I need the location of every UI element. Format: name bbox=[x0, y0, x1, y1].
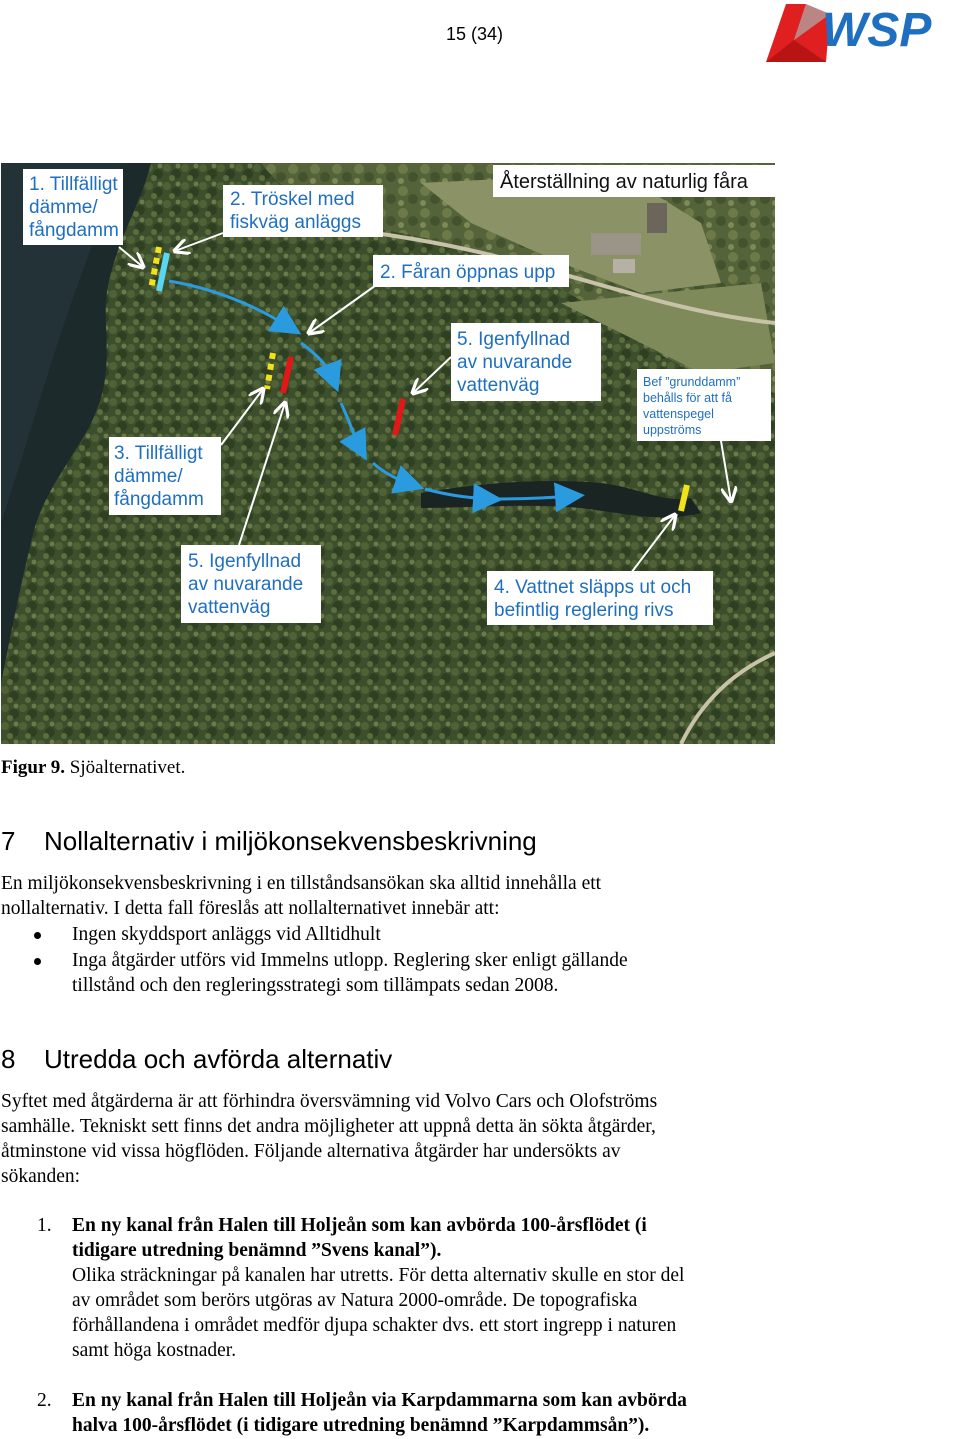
section-8-paragraph bbox=[1, 1089, 761, 1189]
label-2: 2. Tröskel med fiskväg anläggs bbox=[230, 189, 361, 233]
text-line: åtminstone vid vissa högflöden. Följande alternativa åtgärder har undersökts av bbox=[1, 1141, 621, 1162]
label-6: 3. Tillfälligt dämme/ fångdamm bbox=[114, 443, 204, 510]
item-title-line: tidigare utredning benämnd ”Svens kanal”). bbox=[72, 1240, 442, 1261]
text-line: Ingen skyddsport anläggs vid Alltidhult bbox=[72, 924, 381, 945]
bullet-dot bbox=[34, 932, 41, 939]
item-number: 2. bbox=[37, 1390, 52, 1411]
text-line: Inga åtgärder utförs vid Immelns utlopp. Reglering sker enligt gällande bbox=[72, 950, 628, 971]
section-7-paragraph bbox=[1, 871, 761, 921]
aerial-map-figure bbox=[1, 163, 775, 744]
text-line: samhälle. Tekniskt sett finns det andra möjligheter att uppnå detta än sökta åtgärder, bbox=[1, 1116, 656, 1137]
label-7: 5. Igenfyllnad av nuvarande vattenväg bbox=[188, 551, 304, 618]
text-line: nollalternativ. I detta fall föreslås att nollalternativet innebär att: bbox=[1, 898, 500, 919]
text-line: Syftet med åtgärderna är att förhindra översvämning vid Volvo Cars och Olofströms bbox=[1, 1091, 658, 1112]
caption-text: Sjöalternativet. bbox=[65, 757, 186, 778]
aerial-map bbox=[1, 163, 775, 744]
logo-text: WSP bbox=[822, 4, 932, 57]
text-line: samt höga kostnader. bbox=[72, 1340, 237, 1361]
text-line: sökanden: bbox=[1, 1166, 81, 1187]
text-line: Olika sträckningar på kanalen har utretts. För detta alternativ skulle en stor del bbox=[72, 1265, 685, 1286]
section-number: 8 bbox=[1, 1044, 16, 1074]
label-8: 4. Vattnet släpps ut och befintlig reglering rivs bbox=[494, 577, 692, 621]
item-title-line: En ny kanal från Halen till Holjeån via Karpdammarna som kan avbörda bbox=[72, 1390, 687, 1411]
text-line: av området som berörs utgöras av Natura 2000-område. De topografiska bbox=[72, 1290, 638, 1311]
section-number: 7 bbox=[1, 826, 16, 856]
figure-caption bbox=[1, 757, 185, 779]
section-title: Nollalternativ i miljökonsekvensbeskrivning bbox=[44, 826, 537, 856]
label-4: 5. Igenfyllnad av nuvarande vattenväg bbox=[457, 329, 573, 396]
wsp-logo bbox=[760, 0, 960, 64]
item-number: 1. bbox=[37, 1215, 52, 1236]
item-title-line: halva 100-årsflödet (i tidigare utredning benämnd ”Karpdammsån”). bbox=[72, 1415, 650, 1436]
section-8-heading bbox=[1, 1044, 392, 1075]
bullet-dot bbox=[34, 958, 41, 965]
section-title: Utredda och avförda alternativ bbox=[44, 1044, 393, 1074]
label-3: 2. Fåran öppnas upp bbox=[380, 262, 556, 283]
text-line: förhållandena i området medför djupa schakter dvs. ett stort ingrepp i naturen bbox=[72, 1315, 677, 1336]
label-1: 1. Tillfälligt dämme/ fångdamm bbox=[29, 174, 119, 241]
text-line: En miljökonsekvensbeskrivning i en tillståndsansökan ska alltid innehålla ett bbox=[1, 873, 602, 894]
label-5: Bef ”grunddamm” behålls för att få vattenspegel uppströms bbox=[643, 375, 741, 437]
item-title-line: En ny kanal från Halen till Holjeån som kan avbörda 100-årsflödet (i bbox=[72, 1215, 647, 1236]
page-number: 15 (34) bbox=[446, 24, 504, 44]
label-title: Återställning av naturlig fåra bbox=[500, 171, 748, 193]
caption-label: Figur 9. bbox=[1, 757, 66, 778]
section-7-heading bbox=[1, 826, 537, 857]
text-line: tillstånd och den regleringsstrategi som tillämpats sedan 2008. bbox=[72, 975, 559, 996]
